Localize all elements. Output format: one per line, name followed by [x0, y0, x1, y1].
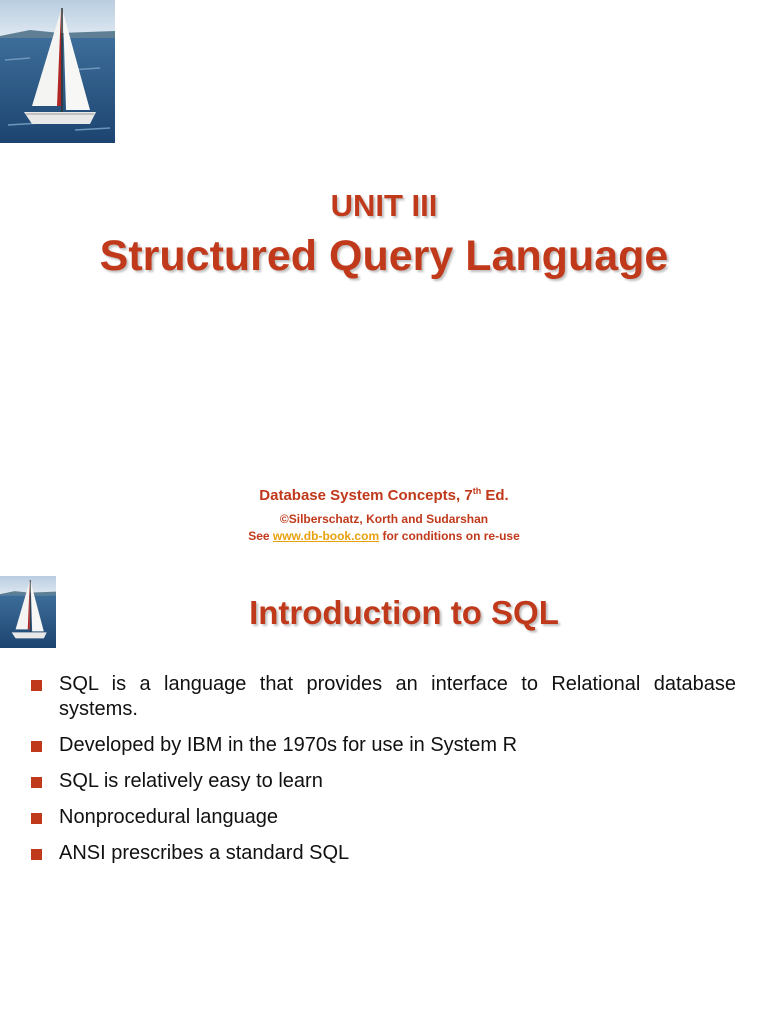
square-bullet-icon	[31, 813, 42, 824]
list-item	[28, 805, 736, 830]
content-slide	[0, 572, 768, 1024]
list-item	[28, 841, 736, 866]
bullet-text: Developed by IBM in the 1970s for use in System R	[59, 734, 518, 756]
bullet-text: Nonprocedural language	[59, 806, 279, 828]
edition-superscript: th	[472, 486, 482, 496]
square-bullet-icon	[31, 849, 42, 860]
reuse-suffix: for conditions on re-use	[379, 529, 520, 543]
list-item	[28, 733, 736, 758]
slide-title: Introduction to SQL	[249, 594, 559, 631]
slide-title: Structured Query Language	[99, 232, 669, 280]
bullet-text: SQL is relatively easy to learn	[59, 770, 323, 792]
book-title	[0, 486, 768, 504]
list-item	[28, 672, 736, 722]
sailboat-logo	[0, 0, 115, 143]
square-bullet-icon	[31, 777, 42, 788]
square-bullet-icon	[31, 680, 42, 691]
unit-heading: UNIT III	[330, 188, 438, 223]
square-bullet-icon	[31, 741, 42, 752]
copyright-line: ©Silberschatz, Korth and Sudarshan	[279, 512, 489, 526]
bullet-list	[28, 672, 736, 877]
list-item	[28, 769, 736, 794]
reuse-prefix: See	[248, 529, 273, 543]
book-title-text: Database System Concepts, 7	[259, 487, 473, 504]
db-book-link[interactable]: www.db-book.com	[272, 529, 380, 543]
reuse-notice	[0, 529, 768, 543]
bullet-text: SQL is a language that provides an interface to Relational database systems.	[59, 673, 736, 720]
book-edition-suffix: Ed.	[481, 487, 509, 504]
bullet-text: ANSI prescribes a standard SQL	[59, 842, 350, 864]
